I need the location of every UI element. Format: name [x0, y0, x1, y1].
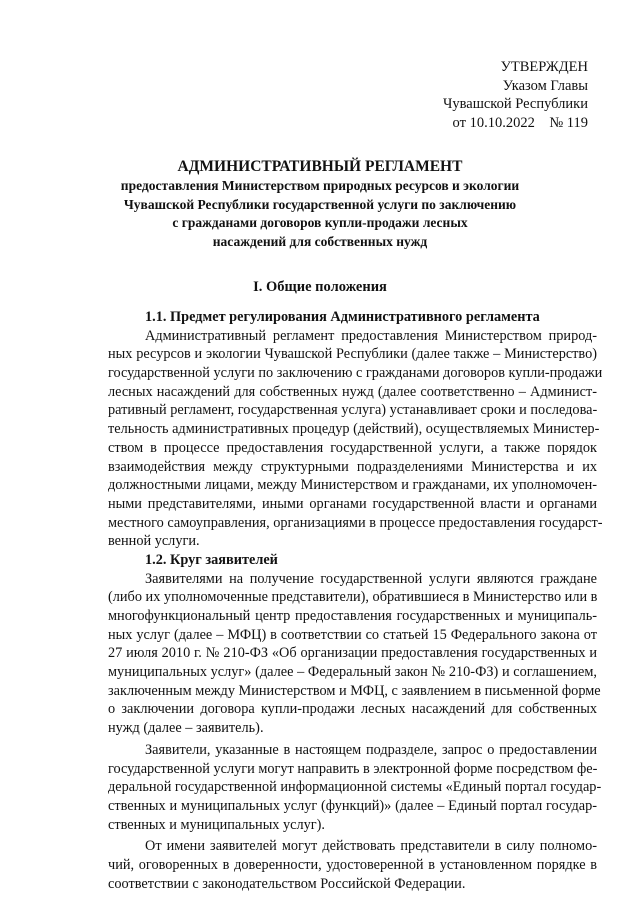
text-line: венной услуги. — [108, 533, 200, 550]
text-line: тельность административных процедур (действий), осуществляемых Министер- — [108, 421, 600, 438]
approval-authority: Указом Главы — [502, 77, 588, 94]
approval-date-number: от 10.10.2022 № 119 — [452, 114, 588, 131]
paragraph-1-2-b — [108, 741, 602, 834]
text-line: государственной услуги могут направить в электронной форме посредством фе- — [108, 760, 598, 777]
text-line: государственной услуги по заключению с гражданами договоров купли-продажи — [108, 365, 603, 382]
text-line: Административный регламент предоставления Министерством природ- — [145, 327, 597, 344]
paragraph-1-2-c — [108, 837, 597, 893]
title-subtitle — [0, 177, 640, 251]
title-sub-line: насаждений для собственных нужд — [212, 233, 428, 249]
text-line: нужд (далее – заявитель). — [108, 720, 264, 737]
text-line: соответствии с законодательством Российской Федерации. — [108, 875, 466, 892]
subsection-heading-1-2: 1.2. Круг заявителей — [145, 551, 278, 568]
paragraph-1-1 — [108, 327, 603, 551]
title-sub-line: с гражданами договоров купли-продажи лесных — [172, 215, 468, 230]
approval-status: УТВЕРЖДЕН — [500, 59, 588, 75]
text-line: 27 июля 2010 г. № 210-ФЗ «Об организации предоставления государственных и — [108, 645, 597, 662]
title-sub-line: Чувашской Республики государственной услуги по заключению — [123, 196, 517, 212]
text-line: ственных и муниципальных услуг). — [108, 816, 325, 833]
text-line: Заявителями на получение государственной услуги являются граждане — [145, 570, 597, 587]
section-heading: I. Общие положения — [253, 279, 387, 295]
approval-stamp — [443, 58, 588, 132]
title-main: АДМИНИСТРАТИВНЫЙ РЕГЛАМЕНТ — [177, 158, 463, 175]
text-line: взаимодействия между структурными подразделениями Министерства и их — [108, 458, 597, 475]
text-line: многофункциональный центр предоставления государственных и муниципаль- — [108, 608, 597, 624]
text-line: должностными лицами, между Министерством и гражданами, их уполномочен- — [108, 477, 597, 494]
text-line: о заключении договора купли-продажи лесных насаждений для собственных — [108, 701, 597, 718]
approval-region: Чувашской Республики — [442, 96, 588, 112]
text-line: От имени заявителей могут действовать представители в силу полномо- — [145, 838, 597, 855]
paragraph-1-2-a — [108, 570, 601, 738]
text-line: муниципальных услуг» (далее – Федеральный закон № 210-ФЗ) и соглашением, — [108, 664, 597, 681]
text-line: ственных и муниципальных услуг (функций)» (далее – Единый портал государ- — [108, 797, 597, 814]
subsection-heading-1-1: 1.1. Предмет регулирования Административного регламента — [145, 309, 540, 325]
document-title — [0, 157, 640, 251]
text-line: (либо их уполномоченные представители), обратившиеся в Министерство или в — [108, 589, 598, 606]
text-line: ративный регламент, государственная услуга) устанавливает сроки и последова- — [108, 402, 598, 419]
text-line: деральной государственной информационной системы «Единый портал государ- — [108, 779, 602, 796]
text-line: ных ресурсов и экологии Чувашской Республики (далее также – Министерство) — [108, 346, 597, 363]
title-sub-line: предоставления Министерством природных ресурсов и экологии — [120, 178, 520, 193]
text-line: местного самоуправления, организациями в процессе предоставления государст- — [108, 514, 603, 531]
text-line: лесных насаждений для собственных нужд (далее соответственно – Админист- — [108, 383, 597, 400]
text-line: ными представителями, иными органами государственной власти и органами — [108, 495, 597, 512]
text-line: заключенным между Министерством и МФЦ, с заявлением в письменной форме — [108, 682, 601, 699]
text-line: Заявители, указанные в настоящем подразделе, запрос о предоставлении — [145, 741, 597, 758]
text-line: ных услуг (далее – МФЦ) в соответствии со статьей 15 Федерального закона от — [108, 626, 597, 643]
text-line: ством в процессе предоставления государственной услуги, а также порядок — [108, 439, 597, 456]
document-body — [108, 308, 603, 893]
text-line: чий, оговоренных в доверенности, удостоверенной в установленном порядке в — [108, 856, 597, 873]
